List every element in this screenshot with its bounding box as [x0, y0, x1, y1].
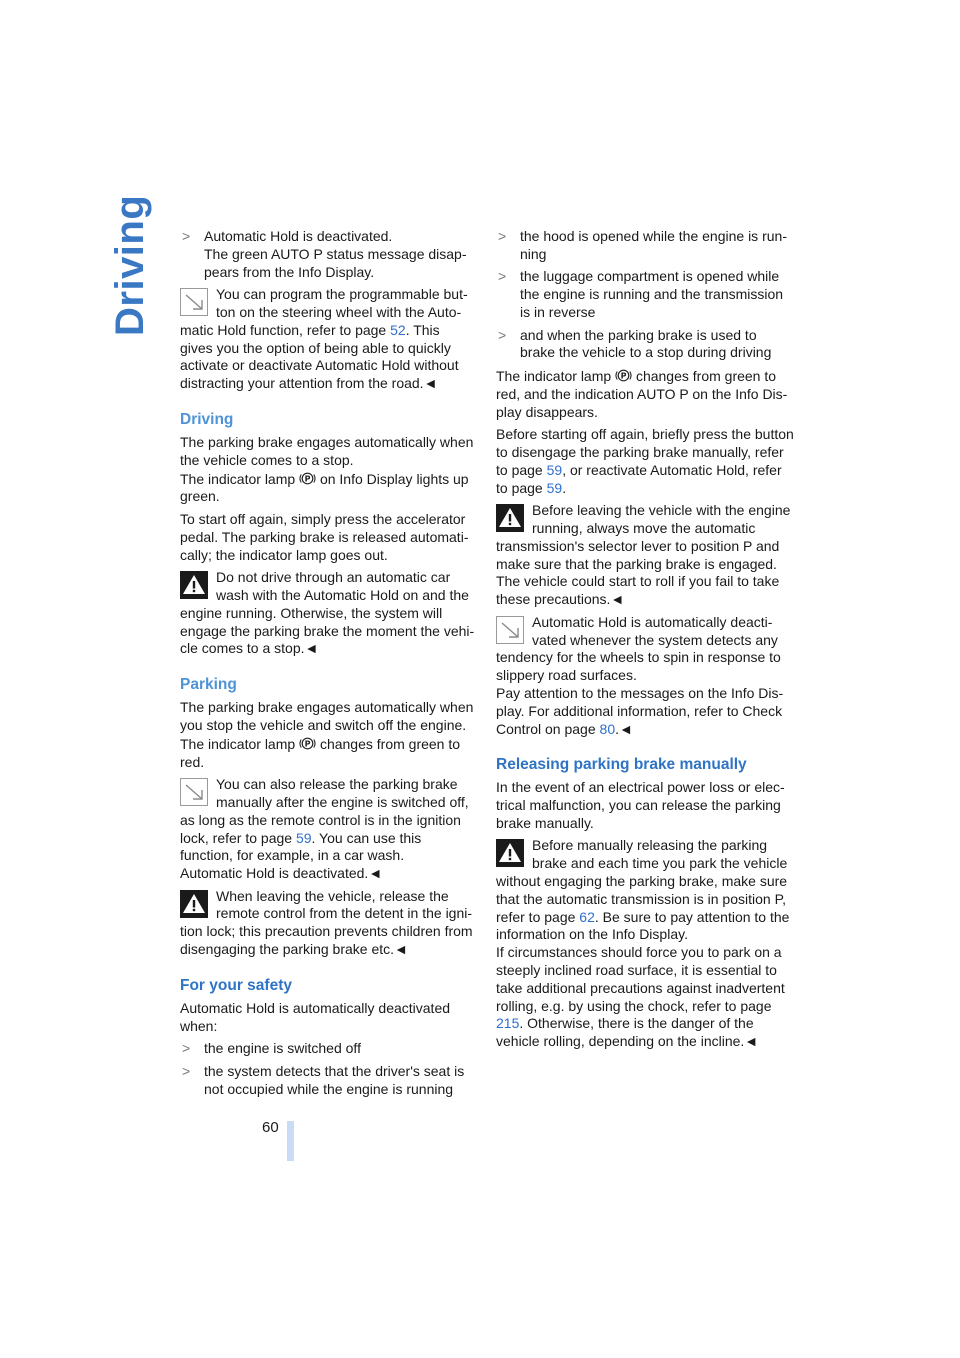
list-item: [496, 327, 794, 363]
warning-text: If circumstances should force you to park on a steeply inclined road surface, it is essential to take additional precautions against inadvertent rolling, e.g. by using the chock, refer to page: [496, 944, 785, 1014]
bullet-text: the engine is switched off: [204, 1040, 361, 1057]
section-heading: Parking: [180, 676, 237, 694]
section-heading: Releasing parking brake manually: [496, 756, 747, 774]
page-link[interactable]: 62: [579, 908, 595, 925]
bullet-mark: >: [182, 228, 191, 244]
paragraph: The indicator lamp: [180, 470, 300, 487]
parking-brake-lamp-icon: [299, 735, 316, 752]
note-text: You can program the programmable button on the steering wheel with the Automatic Hold function, refer to page: [180, 286, 468, 338]
page-number: 60: [262, 1119, 279, 1136]
list-item: [496, 268, 794, 321]
left-column: [180, 228, 476, 1103]
bullet-text: The green AUTO P status message disappears from the Info Display.: [204, 245, 467, 280]
svg-text:P: P: [620, 371, 627, 381]
paragraph: Before starting off again, briefly press the button to disengage the parking brake manually, refer to page: [496, 426, 794, 478]
warning-text: . Otherwise, there is the danger of the vehicle rolling, depending on the incline.◄: [496, 1015, 759, 1050]
note-text: Automatic Hold is automatically deactivated whenever the system detects any tendency for the wheels to spin in response to slippery road surfaces.: [496, 613, 781, 684]
note-arrow-icon: [180, 778, 208, 806]
warning-text: . Be sure to pay attention to the information on the Info Display.: [496, 908, 790, 943]
warning-triangle-icon: [496, 839, 524, 867]
warning-triangle-icon: [180, 890, 208, 918]
chapter-title: [108, 194, 160, 348]
page-link[interactable]: 52: [390, 321, 406, 338]
bullet-mark: >: [182, 1062, 191, 1079]
note-arrow-icon: [496, 616, 524, 644]
warning-note: [496, 837, 794, 1051]
paragraph: Automatic Hold is automatically deactivated when:: [180, 999, 451, 1034]
parking-brake-lamp-icon: [615, 367, 632, 384]
bullet-mark: >: [498, 268, 507, 285]
paragraph: In the event of an electrical power loss or electrical malfunction, you can release the parking brake manually.: [496, 779, 785, 831]
paragraph: To start off again, simply press the accelerator pedal. The parking brake is released automatically; the indicator lamp goes out.: [180, 510, 469, 563]
warning-text: Before leaving the vehicle with the engine running, always move the automatic transmission's selector lever to position P and make sure that the parking brake is engaged. The vehicle could start to roll if you fail to take these precautions.◄: [496, 502, 791, 608]
chapter-title-text: Driving: [108, 194, 152, 336]
list-item: [180, 228, 476, 281]
note-text: . This gives you the option of being able to quickly activate or deactivate Automatic Hold without distracting your attention from the road.◄: [180, 321, 459, 392]
warning-note: [180, 888, 476, 959]
page-marker-bar: [287, 1121, 294, 1161]
note-text: Automatic Hold is deactivated.◄: [180, 865, 383, 882]
list-item: [180, 1063, 476, 1099]
paragraph: The parking brake engages automatically when the vehicle comes to a stop.: [180, 433, 474, 468]
note-arrow-icon: [180, 288, 208, 316]
warning-note: [496, 502, 794, 609]
paragraph: The indicator lamp: [496, 367, 616, 384]
page-link[interactable]: 59: [295, 829, 312, 846]
list-item: [180, 1040, 476, 1058]
section-heading: Driving: [180, 410, 234, 428]
bullet-text: Automatic Hold is deactivated.: [204, 228, 393, 244]
warning-text: When leaving the vehicle, release the remote control from the detent in the ignition lock; this precaution prevents children from disengaging the parking brake etc.◄: [180, 887, 473, 958]
right-column: [496, 228, 794, 1056]
note-text: Pay attention to the messages on the Info Display. For additional information, refer to Check Control on page: [496, 684, 784, 737]
bullet-text: the luggage compartment is opened while the engine is running and the transmission is in reverse: [520, 268, 784, 320]
tip-note: [180, 286, 476, 393]
paragraph: on Info Display lights up green.: [180, 470, 469, 505]
paragraph: The parking brake engages automatically when you stop the vehicle and switch off the engine.: [180, 699, 474, 733]
page-link[interactable]: 215: [496, 1015, 520, 1032]
warning-text: Do not drive through an automatic car wash with the Automatic Hold on and the engine running. Otherwise, the system will engage the parking brake the moment the vehicle comes to a stop.◄: [180, 569, 475, 657]
page-link[interactable]: 80: [599, 720, 616, 737]
bullet-mark: >: [182, 1040, 191, 1057]
svg-text:P: P: [304, 474, 311, 484]
page-link[interactable]: 59: [546, 461, 563, 478]
page-link[interactable]: 59: [546, 479, 563, 496]
tip-note: [496, 614, 794, 739]
bullet-mark: >: [498, 228, 507, 244]
warning-triangle-icon: [496, 504, 524, 532]
paragraph: changes from green to red.: [180, 735, 461, 770]
warning-triangle-icon: [180, 571, 208, 599]
note-text: .◄: [615, 720, 633, 737]
tip-note: [180, 776, 476, 883]
paragraph: The indicator lamp: [180, 735, 300, 752]
paragraph: changes from green to red, and the indication AUTO P on the Info Display disappears.: [496, 367, 788, 420]
bullet-text: the system detects that the driver's seat is not occupied while the engine is running: [204, 1062, 465, 1097]
section-heading: For your safety: [180, 976, 292, 994]
svg-text:P: P: [304, 739, 311, 749]
parking-brake-lamp-icon: [299, 470, 316, 487]
bullet-mark: >: [498, 326, 507, 343]
note-text: . You can use this function, for example, in a car wash.: [180, 829, 422, 864]
warning-note: [180, 569, 476, 658]
list-item: [496, 228, 794, 264]
bullet-text: the hood is opened while the engine is running: [520, 228, 787, 262]
bullet-text: and when the parking brake is used to brake the vehicle to a stop during driving: [520, 326, 772, 361]
note-text: You can also release the parking brake manually after the engine is switched off, as long as the remote control is in the ignition lock, refer to page: [180, 776, 469, 846]
paragraph: , or reactivate Automatic Hold, refer to page: [496, 461, 782, 496]
warning-text: Before manually releasing the parking brake and each time you park the vehicle without engaging the parking brake, make sure that the automatic transmission is in position P, refer to page: [496, 837, 788, 925]
paragraph: .: [562, 479, 567, 496]
